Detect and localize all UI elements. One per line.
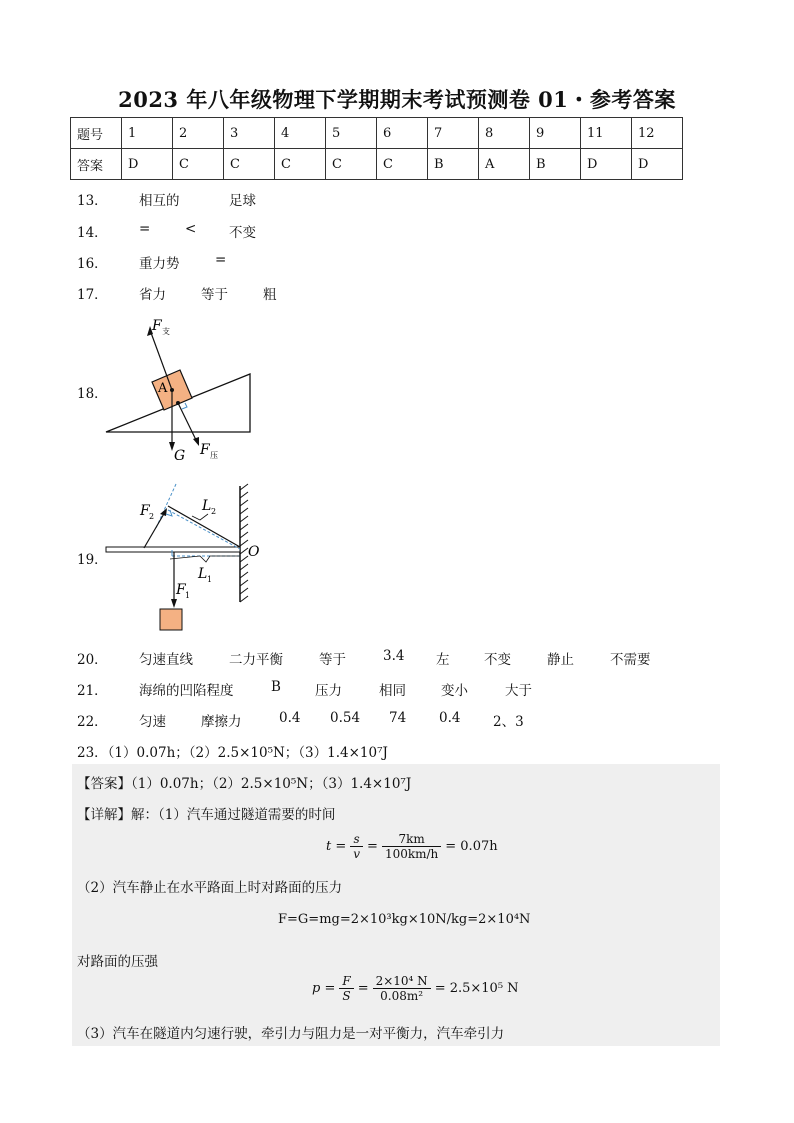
pressure-force-subscript: 压 [210, 451, 218, 460]
pressure-force-label: F [200, 442, 210, 458]
lever-diagram [100, 478, 270, 638]
answer-item: 相互的 [139, 193, 180, 209]
answer-item: 重力势 [139, 256, 180, 272]
weight-block [160, 609, 182, 630]
part-3-text: （3）汽车在隧道内匀速行驶，牵引力与阻力是一对平衡力，汽车牵引力 [77, 1026, 505, 1042]
answer-item: B [271, 679, 281, 695]
question-number-18: 18． [77, 386, 108, 402]
table-cell: 8 [479, 118, 530, 149]
table-cell: 5 [326, 118, 377, 149]
l2-label: L [202, 498, 212, 514]
equation-force: F=G=mg=2×10³kg×10N/kg=2×10⁴N [278, 912, 531, 927]
table-cell: D [122, 149, 173, 180]
f1-subscript: 1 [185, 591, 191, 600]
question-number: 13． [77, 193, 108, 209]
answer-item: = [215, 252, 227, 268]
fraction [350, 832, 363, 861]
detail-intro: 【详解】解：（1）汽车通过隧道需要的时间 [77, 807, 336, 823]
answer-item: 二力平衡 [229, 652, 283, 668]
l1-subscript: 1 [207, 575, 213, 584]
answer-item: 足球 [229, 193, 256, 209]
table-cell: 7 [428, 118, 479, 149]
f2-subscript: 2 [149, 512, 155, 521]
answer-item: 省力 [139, 287, 166, 303]
table-cell: D [581, 149, 632, 180]
fraction [382, 832, 441, 861]
answer-item: 变小 [441, 683, 468, 699]
row-label: 题号 [71, 118, 122, 149]
question-number: 21． [77, 683, 108, 699]
answer-item: = [139, 221, 151, 237]
answer-item: < [185, 221, 197, 237]
pressure-force-arrow [178, 403, 197, 442]
answer-item: 不变 [484, 652, 511, 668]
answer-row [71, 149, 683, 180]
number-row [71, 118, 683, 149]
denominator: 0.08m² [380, 989, 424, 1003]
question-number: 20． [77, 652, 108, 668]
question-number: 22． [77, 714, 108, 730]
table-cell: 11 [581, 118, 632, 149]
answer-item: 0.4 [279, 710, 301, 726]
answer-item: 匀速 [139, 714, 166, 730]
denominator: 100km/h [384, 847, 439, 861]
eq-lhs: p = [312, 981, 336, 996]
gravity-label: G [174, 448, 186, 462]
answer-item: 大于 [505, 683, 532, 699]
table-cell: 2 [173, 118, 224, 149]
equals-sign: = [367, 839, 378, 854]
question-number: 14． [77, 225, 108, 241]
fraction [339, 974, 353, 1003]
table-cell: B [428, 149, 479, 180]
table-cell: C [173, 149, 224, 180]
table-cell: 9 [530, 118, 581, 149]
table-cell: C [377, 149, 428, 180]
equation-time [326, 832, 498, 861]
answer-item: 匀速直线 [139, 652, 193, 668]
answer-item: 等于 [201, 287, 228, 303]
row-label: 答案 [71, 149, 122, 180]
answer-item: 海绵的凹陷程度 [139, 683, 234, 699]
denominator: v [353, 847, 361, 861]
eq-rhs: = 0.07h [445, 839, 498, 854]
table-cell: C [275, 149, 326, 180]
numerator: F [342, 974, 351, 988]
numerator: 2×10⁴ N [373, 974, 431, 989]
table-cell: 3 [224, 118, 275, 149]
answer-item: 0.54 [330, 710, 361, 726]
numerator: 7km [382, 832, 441, 847]
answer-item: 74 [389, 710, 407, 726]
answer-summary: 【答案】（1）0.07h；（2）2.5×10⁵N；（3）1.4×10⁷J [77, 776, 412, 792]
table-cell: 4 [275, 118, 326, 149]
table-cell: C [326, 149, 377, 180]
numerator: s [353, 832, 360, 846]
denominator: S [342, 989, 351, 1003]
answer-item: 摩擦力 [201, 714, 242, 730]
answer-item: 2、3 [493, 714, 524, 730]
question-number: 17． [77, 287, 108, 303]
pressure-label: 对路面的压强 [77, 954, 158, 970]
question-number: 16． [77, 256, 108, 272]
answer-item: 左 [436, 652, 450, 668]
fraction [373, 974, 431, 1003]
answer-item: 不需要 [610, 652, 651, 668]
table-cell: B [530, 149, 581, 180]
equation-pressure [312, 974, 519, 1003]
question-number-19: 19． [77, 552, 108, 568]
support-force-subscript: 支 [162, 327, 170, 336]
table-cell: 6 [377, 118, 428, 149]
answer-item: 静止 [547, 652, 574, 668]
page-title: 2023 年八年级物理下学期期末考试预测卷 01・参考答案 [118, 87, 676, 112]
table-cell: D [632, 149, 683, 180]
table-cell: 1 [122, 118, 173, 149]
table-cell: A [479, 149, 530, 180]
l1-label: L [198, 566, 208, 582]
answer-item: 3.4 [383, 648, 405, 664]
f1-label: F [176, 582, 186, 598]
eq-lhs: t = [326, 839, 347, 854]
answer-item: 不变 [229, 225, 256, 241]
answer-line-23: 23．（1）0.07h；（2）2.5×10⁵N；（3）1.4×10⁷J [77, 745, 388, 761]
block-label: A [158, 381, 168, 396]
answer-item: 相同 [379, 683, 406, 699]
answer-item: 粗 [263, 287, 277, 303]
answer-item: 0.4 [439, 710, 461, 726]
f2-label: F [140, 503, 150, 519]
answer-item: 等于 [319, 652, 346, 668]
answer-item: 压力 [315, 683, 342, 699]
table-cell: 12 [632, 118, 683, 149]
incline-force-diagram [100, 312, 260, 462]
eq-rhs: = 2.5×10⁵ N [434, 981, 519, 996]
part-2-text: （2）汽车静止在水平路面上时对路面的压力 [77, 880, 343, 896]
l2-subscript: 2 [211, 507, 217, 516]
pivot-label: O [248, 544, 260, 560]
equals-sign: = [357, 981, 369, 996]
answer-table [70, 117, 683, 180]
table-cell: C [224, 149, 275, 180]
support-force-label: F [152, 318, 162, 334]
